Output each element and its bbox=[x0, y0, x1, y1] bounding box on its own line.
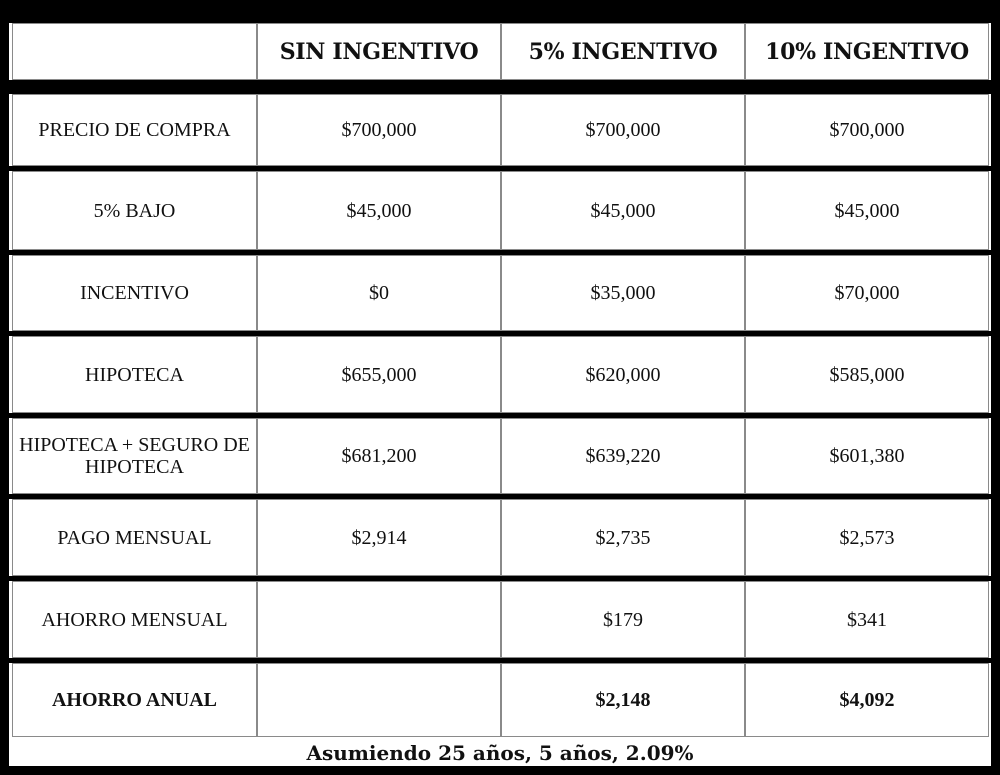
row-label: INCENTIVO bbox=[12, 255, 257, 331]
value-cell: $341 bbox=[745, 581, 989, 658]
row-label: AHORRO MENSUAL bbox=[12, 581, 257, 658]
value-cell bbox=[257, 581, 501, 658]
header-cell-empty bbox=[12, 23, 257, 80]
value-cell: $4,092 bbox=[745, 663, 989, 737]
value-cell: $700,000 bbox=[501, 94, 745, 166]
header-rule bbox=[9, 80, 991, 94]
row-label: 5% BAJO bbox=[12, 171, 257, 250]
table-top-rule bbox=[9, 9, 991, 23]
value-cell: $2,914 bbox=[257, 499, 501, 576]
value-cell: $2,735 bbox=[501, 499, 745, 576]
value-cell: $639,220 bbox=[501, 418, 745, 494]
value-cell bbox=[257, 663, 501, 737]
row-label: PAGO MENSUAL bbox=[12, 499, 257, 576]
value-cell: $681,200 bbox=[257, 418, 501, 494]
header-10-incentivo: 10% INGENTIVO bbox=[745, 23, 989, 80]
row-label: HIPOTECA + SEGURO DE HIPOTECA bbox=[12, 418, 257, 494]
value-cell: $2,148 bbox=[501, 663, 745, 737]
row-label: AHORRO ANUAL bbox=[12, 663, 257, 737]
value-cell: $700,000 bbox=[745, 94, 989, 166]
row-label: PRECIO DE COMPRA bbox=[12, 94, 257, 166]
value-cell: $45,000 bbox=[257, 171, 501, 250]
value-cell: $585,000 bbox=[745, 336, 989, 413]
value-cell: $2,573 bbox=[745, 499, 989, 576]
value-cell: $700,000 bbox=[257, 94, 501, 166]
value-cell: $35,000 bbox=[501, 255, 745, 331]
header-5-incentivo: 5% INGENTIVO bbox=[501, 23, 745, 80]
value-cell: $45,000 bbox=[745, 171, 989, 250]
value-cell: $601,380 bbox=[745, 418, 989, 494]
value-cell: $620,000 bbox=[501, 336, 745, 413]
value-cell: $655,000 bbox=[257, 336, 501, 413]
row-label: HIPOTECA bbox=[12, 336, 257, 413]
value-cell: $0 bbox=[257, 255, 501, 331]
value-cell: $45,000 bbox=[501, 171, 745, 250]
value-cell: $179 bbox=[501, 581, 745, 658]
footnote: Asumiendo 25 años, 5 años, 2.09% bbox=[306, 741, 694, 765]
value-cell: $70,000 bbox=[745, 255, 989, 331]
header-sin-incentivo: SIN INGENTIVO bbox=[257, 23, 501, 80]
